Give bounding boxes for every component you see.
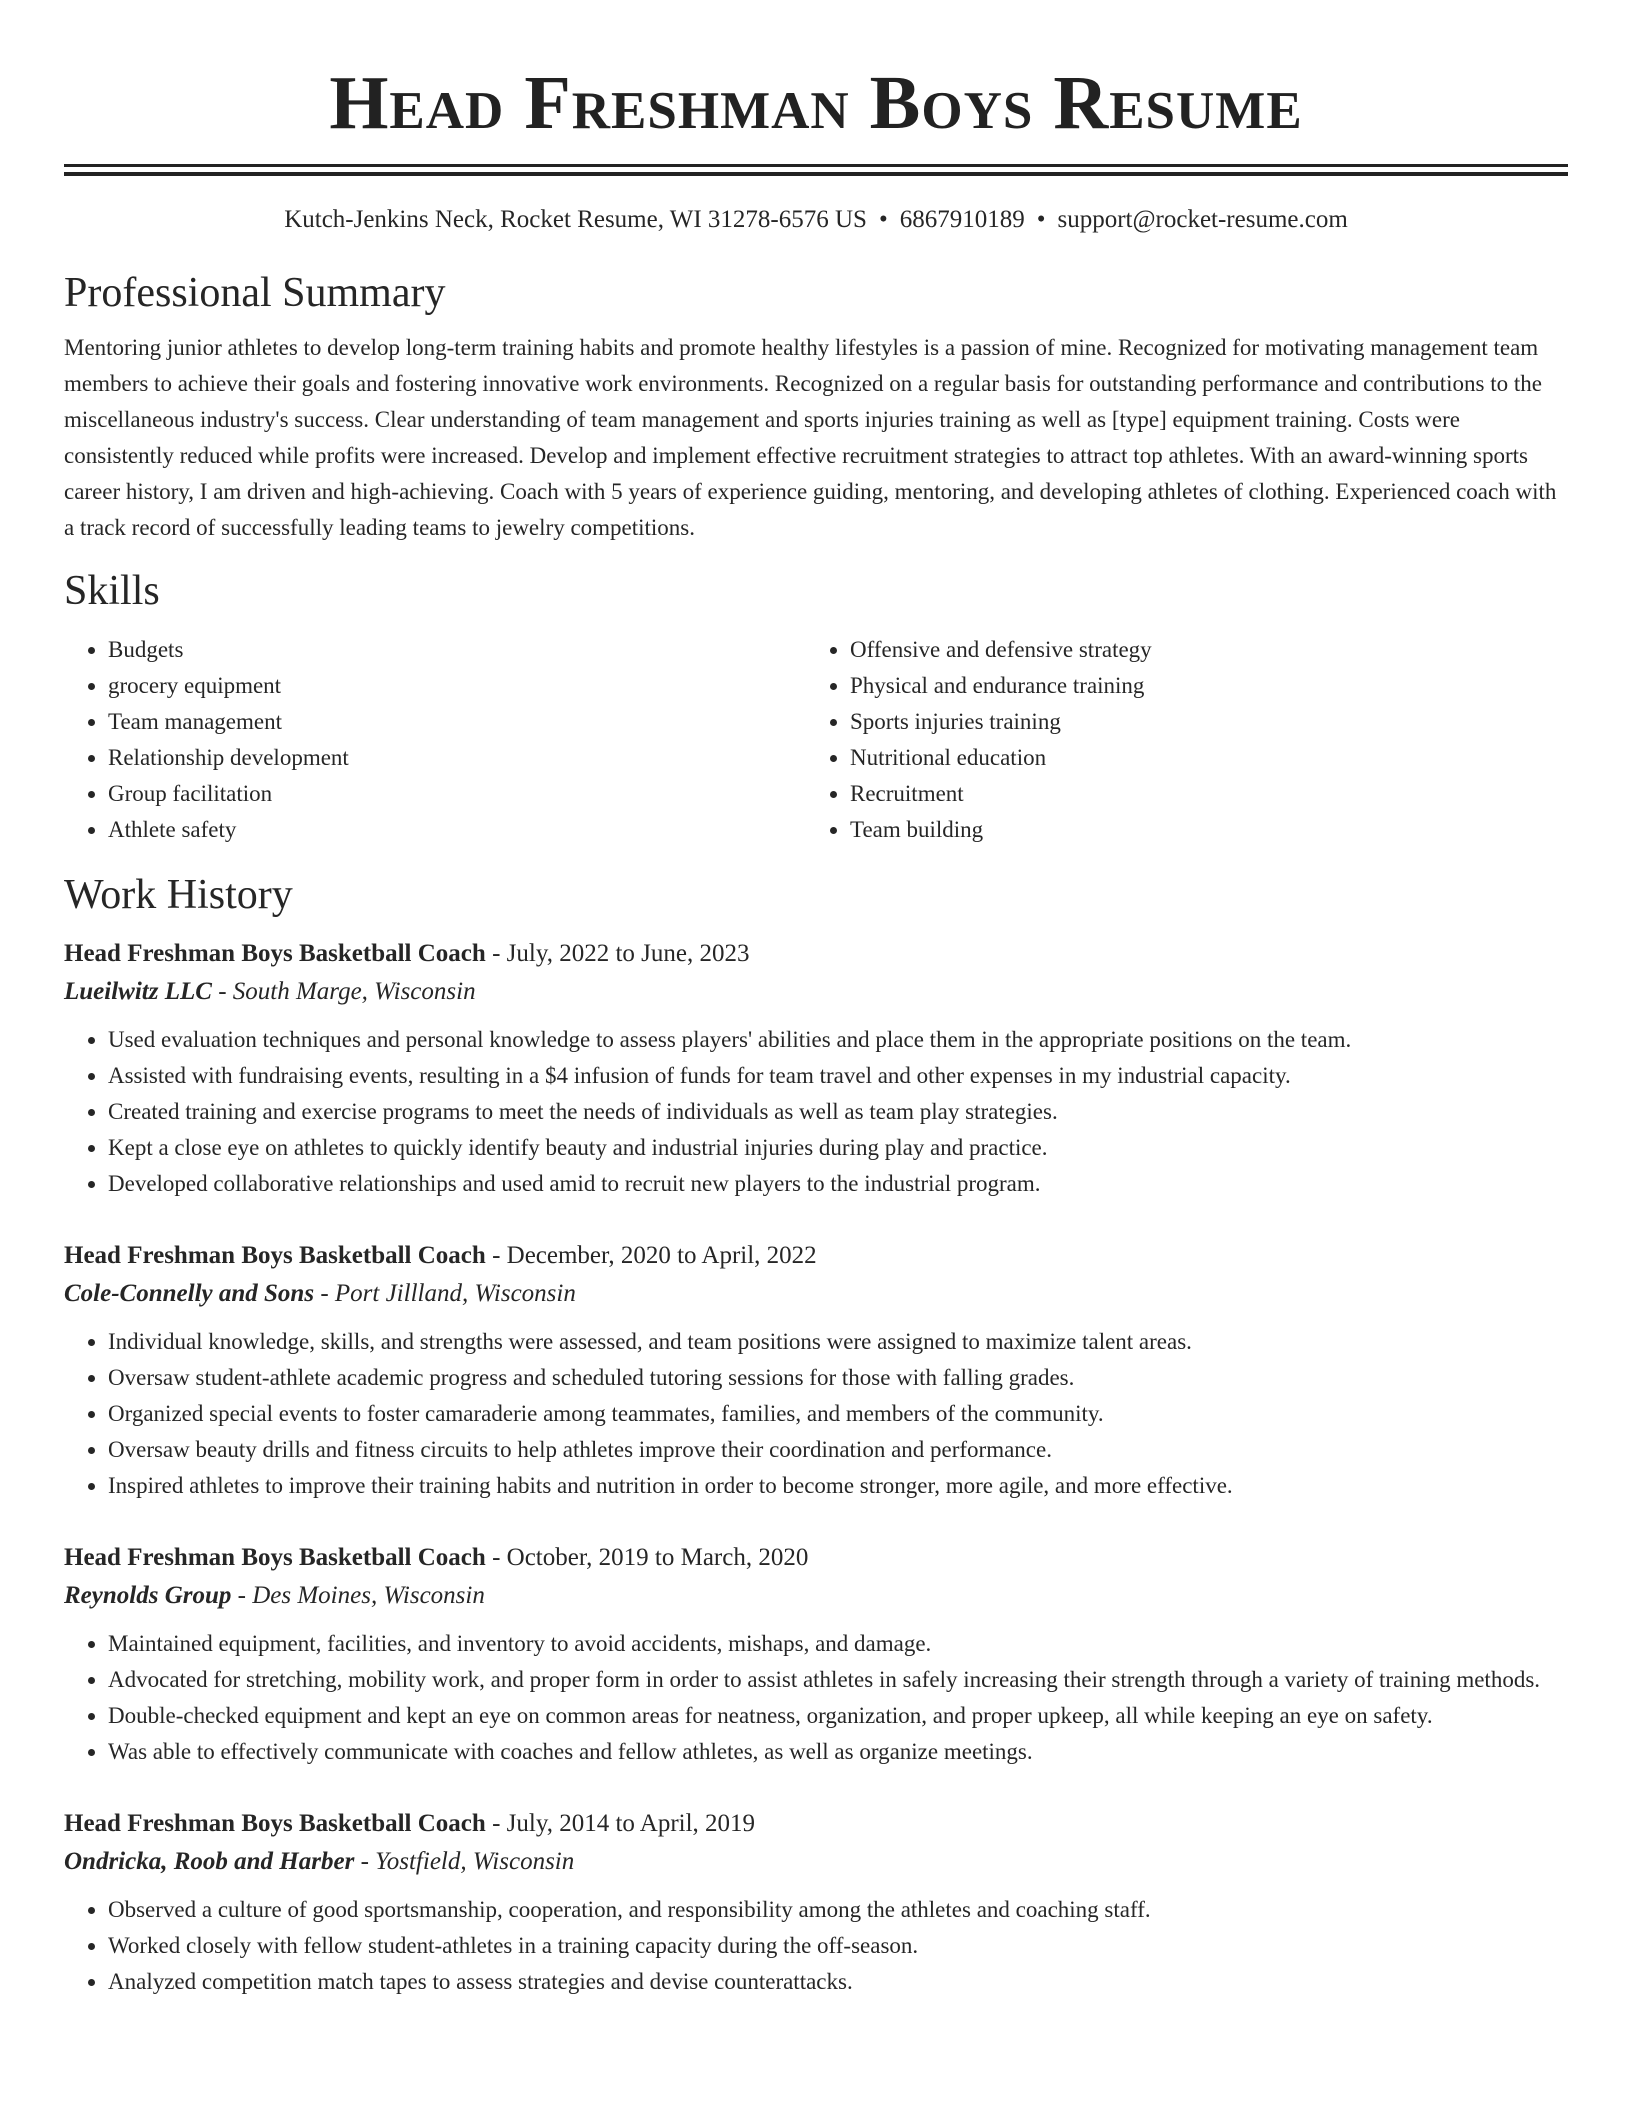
job-bullets [64,1892,1568,2000]
job-bullet: • Worked closely with fellow student-athletes in a training capacity during the off-season. [108,1928,1568,1964]
job-dates: July, 2022 to June, 2023 [506,940,750,967]
job-dates: October, 2019 to March, 2020 [506,1544,809,1571]
skill-item: • Recruitment [850,776,1548,812]
job-bullet: • Organized special events to foster camaraderie among teammates, families, and members of the community. [108,1396,1568,1432]
job-bullets [64,1022,1568,1202]
job-entry [64,1806,1568,2000]
job-dash: - [485,940,507,967]
job-dates: July, 2014 to April, 2019 [506,1810,756,1837]
job-dash: - [354,1848,376,1875]
skill-item: • Sports injuries training [850,704,1548,740]
job-title: Head Freshman Boys Basketball Coach [64,1810,486,1837]
job-company: Cole-Connelly and Sons [64,1280,315,1307]
skill-item: • Team management [108,704,806,740]
skill-item: • Relationship development [108,740,806,776]
job-bullet: • Double-checked equipment and kept an eye on common areas for neatness, organization, and proper upkeep, all while keeping an eye on safety. [108,1698,1568,1734]
job-employer [64,1576,1568,1616]
skill-item: • Budgets [108,632,806,668]
job-bullet: • Developed collaborative relationships and used amid to recruit new players to the industrial program. [108,1166,1568,1202]
job-bullet: • Inspired athletes to improve their training habits and nutrition in order to become stronger, more agile, and more effective. [108,1468,1568,1504]
job-header [64,1540,1568,1576]
job-employer [64,1842,1568,1882]
header-rule-top [64,164,1568,167]
job-employer [64,972,1568,1012]
skill-item: • grocery equipment [108,668,806,704]
skill-item: • Physical and endurance training [850,668,1548,704]
header-rule-bottom [64,172,1568,176]
skills-heading: Skills [64,568,160,614]
job-bullet: • Created training and exercise programs to meet the needs of individuals as well as team play strategies. [108,1094,1568,1130]
job-entry [64,936,1568,1202]
resume-page [64,0,1568,2000]
skills-column-left [64,632,806,848]
job-location: Port Jillland, Wisconsin [334,1280,576,1307]
job-company: Lueilwitz LLC [64,978,212,1005]
job-bullet: • Kept a close eye on athletes to quickly identify beauty and industrial injuries during play and practice. [108,1130,1568,1166]
job-title: Head Freshman Boys Basketball Coach [64,940,486,967]
job-bullet: • Observed a culture of good sportsmanship, cooperation, and responsibility among the athletes and coaching staff. [108,1892,1568,1928]
job-dash: - [485,1544,507,1571]
job-dash: - [485,1810,507,1837]
work-history-heading: Work History [64,872,293,918]
job-bullet: • Analyzed competition match tapes to assess strategies and devise counterattacks. [108,1964,1568,2000]
job-bullet: • Assisted with fundraising events, resulting in a $4 infusion of funds for team travel and other expenses in my industrial capacity. [108,1058,1568,1094]
skill-item: • Group facilitation [108,776,806,812]
job-header [64,1238,1568,1274]
job-dates: December, 2020 to April, 2022 [506,1242,817,1269]
contact-separator: • [1036,206,1046,233]
job-entry [64,1540,1568,1770]
skills-column-right [806,632,1548,848]
job-employer [64,1274,1568,1314]
job-bullets [64,1626,1568,1770]
job-header [64,936,1568,972]
contact-email: support@rocket-resume.com [1057,206,1348,233]
skill-item: • Team building [850,812,1548,848]
resume-name: Head Freshman Boys Resume [329,61,1303,145]
job-title: Head Freshman Boys Basketball Coach [64,1544,486,1571]
skill-item: • Offensive and defensive strategy [850,632,1548,668]
skills-list [64,632,1568,848]
job-location: South Marge, Wisconsin [232,978,476,1005]
skill-item: • Nutritional education [850,740,1548,776]
job-bullet: • Maintained equipment, facilities, and inventory to avoid accidents, mishaps, and damage. [108,1626,1568,1662]
job-entry [64,1238,1568,1504]
skill-item: • Athlete safety [108,812,806,848]
job-bullet: • Oversaw beauty drills and fitness circuits to help athletes improve their coordination and performance. [108,1432,1568,1468]
contact-phone: 6867910189 [899,206,1025,233]
summary-text: Mentoring junior athletes to develop long-term training habits and promote healthy lifestyles is a passion of mine. Recognized for motivating management team members to achieve their goals and fostering innovative work environments. Recognized on a regular basis for outstanding performance and contributions to the miscellaneous industry's success. Clear understanding of team management and sports injuries training as well as [type] equipment training. Costs were consistently reduced while profits were increased. Develop and implement effective recruitment strategies to attract top athletes. With an award-winning sports career history, I am driven and high-achieving. Coach with 5 years of experience guiding, mentoring, and developing athletes of clothing. Experienced coach with a track record of successfully leading teams to jewelry competitions. [64,335,1557,540]
job-bullet: • Used evaluation techniques and personal knowledge to assess players' abilities and place them in the appropriate positions on the team. [108,1022,1568,1058]
job-dash: - [314,1280,335,1307]
job-company: Reynolds Group [64,1582,232,1609]
job-dash: - [485,1242,507,1269]
contact-address: Kutch-Jenkins Neck, Rocket Resume, WI 31278-6576 US [284,206,867,233]
job-location: Yostfield, Wisconsin [375,1848,575,1875]
summary-heading: Professional Summary [64,270,446,316]
job-bullet: • Advocated for stretching, mobility work, and proper form in order to assist athletes in safely increasing their strength through a variety of training methods. [108,1662,1568,1698]
contact-line [64,204,1568,236]
job-header [64,1806,1568,1842]
job-bullet: • Was able to effectively communicate with coaches and fellow athletes, as well as organize meetings. [108,1734,1568,1770]
job-bullet: • Individual knowledge, skills, and strengths were assessed, and team positions were assigned to maximize talent areas. [108,1324,1568,1360]
job-dash: - [211,978,233,1005]
contact-separator: • [878,206,888,233]
job-bullet: • Oversaw student-athlete academic progress and scheduled tutoring sessions for those with falling grades. [108,1360,1568,1396]
job-company: Ondricka, Roob and Harber [64,1848,355,1875]
job-location: Des Moines, Wisconsin [252,1582,485,1609]
job-dash: - [231,1582,253,1609]
job-bullets [64,1324,1568,1504]
job-title: Head Freshman Boys Basketball Coach [64,1242,486,1269]
